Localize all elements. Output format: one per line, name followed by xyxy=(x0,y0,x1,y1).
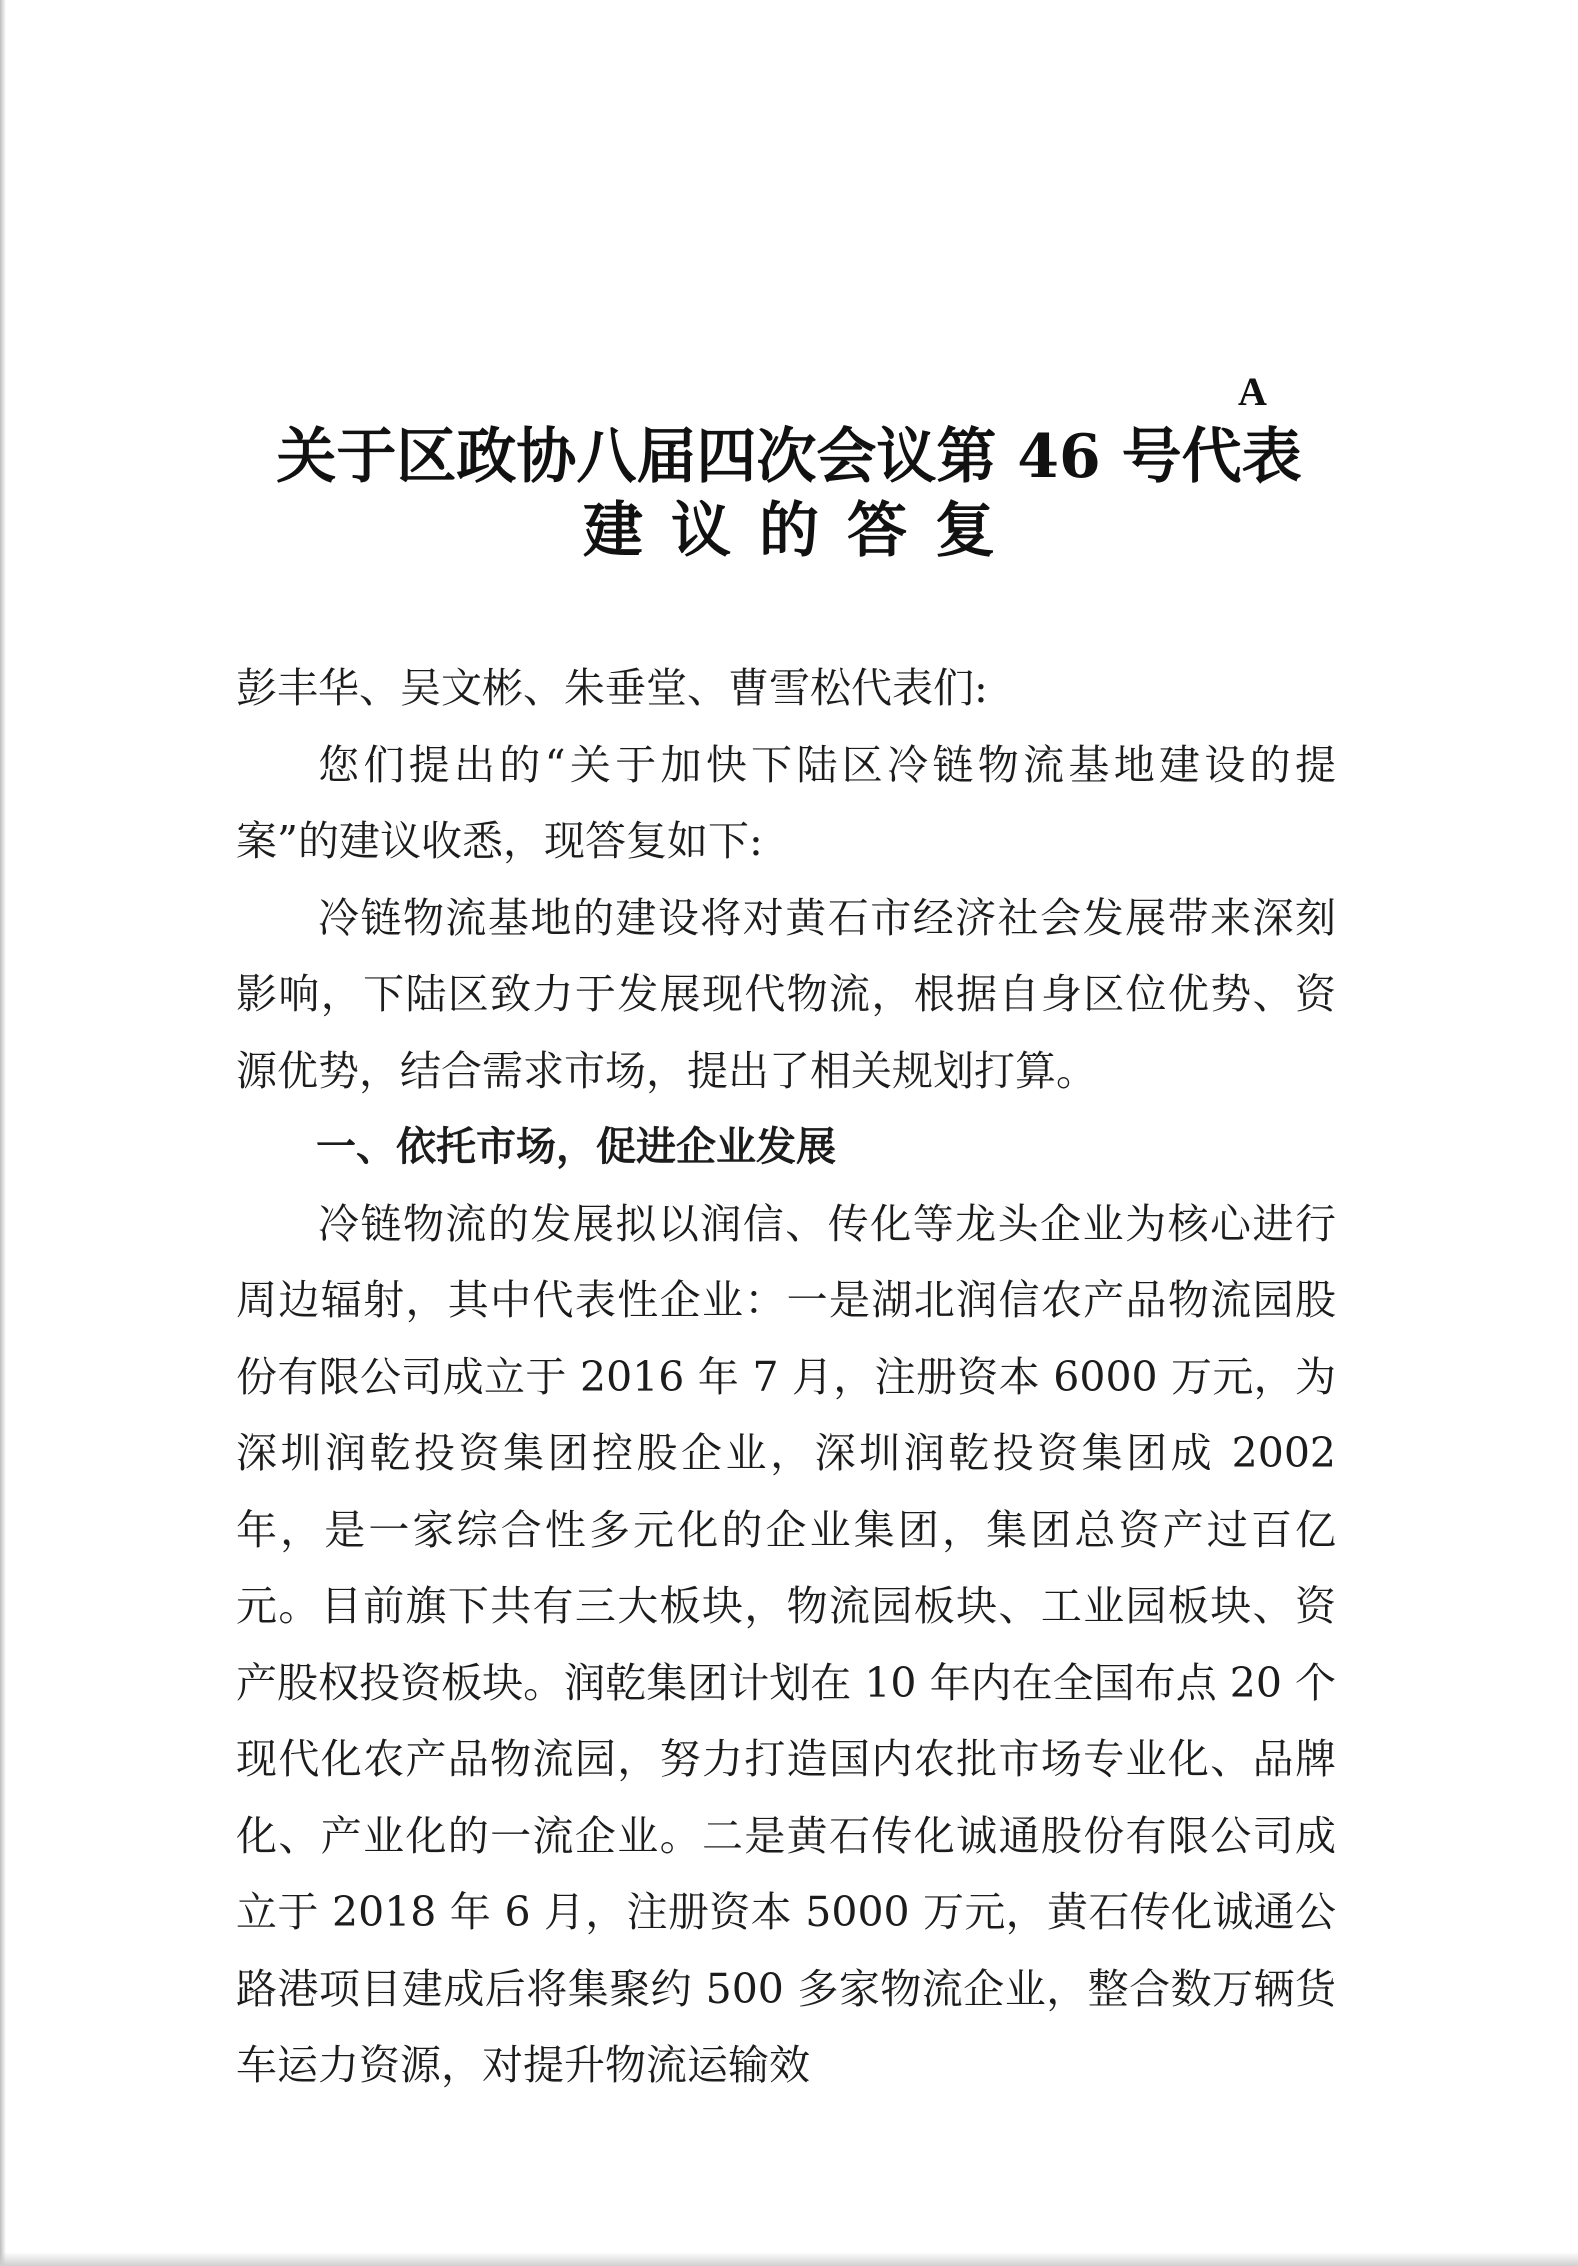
grade-mark: A xyxy=(1238,369,1267,414)
document-title xyxy=(0,420,1578,568)
paragraph-intro: 您们提出的“关于加快下陆区冷链物流基地建设的提案”的建议收悉，现答复如下: xyxy=(236,740,1336,865)
salutation: 彭丰华、吴文彬、朱垂堂、曹雪松代表们: xyxy=(236,664,988,712)
title-line-1: 关于区政协八届四次会议第 46 号代表 xyxy=(276,422,1302,492)
title-line-2: 建议的答复 xyxy=(583,496,1023,566)
document-body xyxy=(236,650,1336,2104)
section-heading: 一、依托市场，促进企业发展 xyxy=(316,1124,836,1170)
paragraph-section-1: 冷链物流的发展拟以润信、传化等龙头企业为核心进行周边辐射，其中代表性企业：一是湖北润信农产品物流园股份有限公司成立于 2016 年 7 月，注册资本 6000 万元，为深圳润乾投资集团控股企业，深圳润乾投资集团成 2002 年，是一家综合性多元化的企业集团，集团总资产过百亿元。目前旗下共有三大板块，物流园板块、工业园板块、资产股权投资板块。润乾集团计划在 10 年内在全国布点 20 个现代化农产品物流园，努力打造国内农批市场专业化、品牌化、产业化的一流企业。二是黄石传化诚通股份有限公司成立于 2018 年 6 月，注册资本 5000 万元，黄石传化诚通公路港项目建成后将集聚约 500 多家物流企业，整合数万辆货车运力资源，对提升物流运输效 xyxy=(236,1199,1336,2089)
scan-edge-bottom xyxy=(0,2252,1578,2266)
scan-edge-left xyxy=(0,0,6,2266)
paragraph-overview: 冷链物流基地的建设将对黄石市经济社会发展带来深刻影响，下陆区致力于发展现代物流，根据自身区位优势、资源优势，结合需求市场，提出了相关规划打算。 xyxy=(236,893,1336,1095)
